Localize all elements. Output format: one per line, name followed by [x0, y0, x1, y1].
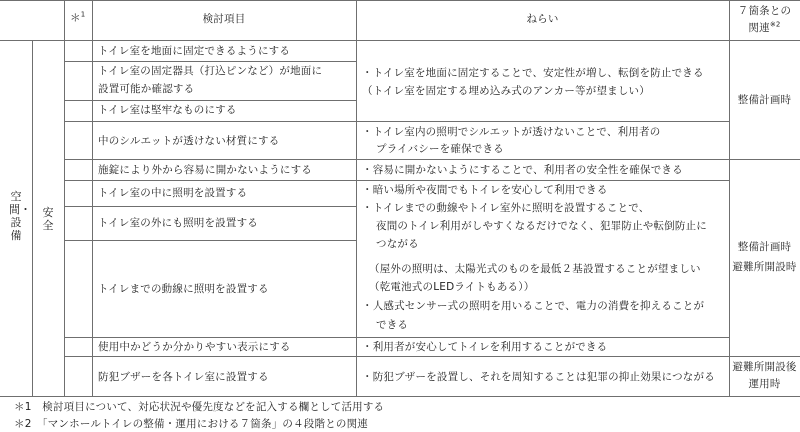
aim-text: つながる — [376, 238, 419, 250]
row-divider — [64, 121, 729, 122]
relation-text: 避難所開設後 — [732, 361, 797, 373]
subcategory-label: 安全 — [42, 206, 54, 232]
aim-text: プライバシーを確保できる — [376, 143, 504, 155]
row-divider — [64, 61, 356, 62]
item-text: 使用中かどうか分かりやすい表示にする — [98, 341, 291, 353]
relation-text: 整備計画時 — [737, 94, 792, 106]
column-divider — [92, 0, 93, 396]
aim-text: （トイレ室を固定する埋め込み式のアンカー等が望ましい） — [362, 85, 650, 97]
row-divider — [64, 206, 356, 207]
aim-text: ・利用者が安心してトイレを利用することができる — [362, 341, 608, 353]
column-divider — [64, 0, 65, 396]
item-text: トイレ室の固定器具（打込ピンなど）が地面に — [98, 65, 323, 77]
aim-text: ・トイレ室を地面に固定することで、安定性が増し、転倒を防止できる — [362, 67, 704, 79]
category-label: 空間・設備 — [9, 190, 31, 242]
relation-text: 避難所開設時 — [732, 261, 797, 273]
aim-text: 夜間のトイレ利用がしやすくなるだけでなく、犯罪防止や転倒防止に — [376, 220, 707, 232]
aim-text: ・容易に開かないようにすることで、利用者の安全性を確保できる — [362, 164, 683, 176]
aim-text: ・暗い場所や夜間でもトイレを安心して利用できる — [362, 184, 608, 196]
footnote: ＊2 「マンホールトイレの整備・運用における７箇条」の４段階との関連 — [14, 418, 368, 430]
aim-text: （屋外の照明は、太陽光式のものを最低２基設置することが望ましい — [369, 263, 701, 275]
item-text: トイレ室を地面に固定できるようにする — [98, 45, 291, 57]
item-text: トイレ室の中に照明を設置する — [98, 187, 248, 199]
header-aim: ねらい — [526, 13, 559, 25]
row-divider — [64, 159, 800, 160]
column-divider — [32, 40, 33, 396]
relation-text: 整備計画時 — [737, 241, 792, 253]
relation-text: 運用時 — [748, 378, 781, 390]
header-relation-line1: ７箇条との — [737, 5, 792, 17]
item-text: 防犯ブザーを各トイレ室に設置する — [98, 371, 269, 383]
aim-text: ・防犯ブザーを設置し、それを周知することは犯罪の抑止効果につながる — [362, 371, 715, 383]
header-asterisk: ＊$^1$ — [70, 10, 86, 24]
aim-text: ・トイレまでの動線やトイレ室外に照明を設置することで、 — [362, 202, 650, 214]
header-bottom-border — [0, 40, 800, 41]
column-divider — [356, 0, 357, 396]
table-bottom-border — [0, 396, 800, 397]
table-top-border — [0, 0, 800, 1]
item-text: 施錠により外から容易に開かないようにする — [98, 164, 312, 176]
column-divider — [729, 0, 730, 396]
row-divider — [64, 337, 729, 338]
row-divider — [64, 100, 356, 101]
item-text: トイレ室は堅牢なものにする — [98, 104, 237, 116]
item-text: 中のシルエットが透けない材質にする — [98, 135, 280, 147]
aim-text: （乾電池式のLEDライトもある）） — [369, 281, 535, 293]
row-divider — [64, 356, 800, 357]
aim-text: ・トイレ室内の照明でシルエットが透けないことで、利用者の — [362, 126, 661, 138]
row-divider — [64, 240, 356, 241]
aim-text: ・人感式センサー式の照明を用いることで、電力の消費を抑えることが — [362, 300, 705, 312]
item-text: 設置可能か確認する — [98, 83, 195, 95]
item-text: トイレまでの動線に照明を設置する — [98, 283, 269, 295]
header-item: 検討項目 — [202, 13, 246, 25]
row-divider — [64, 180, 729, 181]
footnote: ＊1 検討項目について、対応状況や優先度などを記入する欄として活用する — [14, 401, 385, 413]
header-relation-line2: 関連$^{※2}$ — [748, 20, 781, 34]
item-text: トイレ室の外にも照明を設置する — [98, 217, 258, 229]
aim-text: できる — [376, 319, 409, 331]
